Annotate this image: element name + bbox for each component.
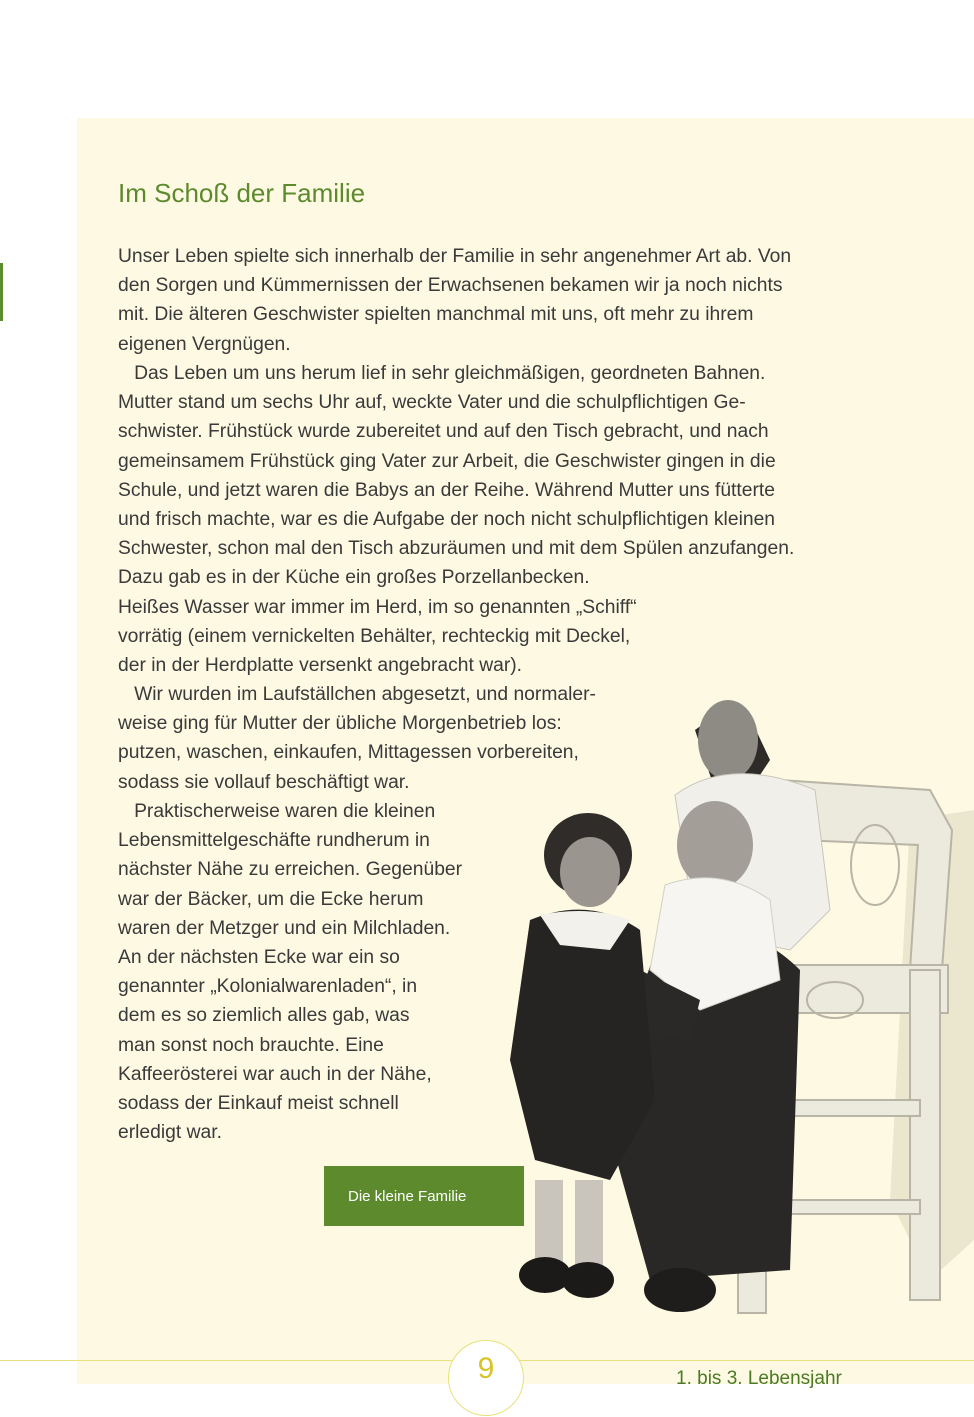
text-line: putzen, waschen, einkaufen, Mittagessen vorbereiten, — [118, 742, 579, 764]
margin-marker — [0, 263, 3, 321]
text-line: Dazu gab es in der Küche ein großes Porzellanbecken. — [118, 567, 590, 589]
text-line: schwister. Frühstück wurde zubereitet und auf den Tisch gebracht, und nach — [118, 421, 769, 443]
text-line: dem es so ziemlich alles gab, was — [118, 1005, 410, 1027]
paragraph-1 — [118, 242, 791, 359]
text-line: Wir wurden im Laufställchen abgesetzt, und normaler- — [118, 684, 596, 705]
paragraph-2 — [118, 359, 794, 680]
text-line: Unser Leben spielte sich innerhalb der Familie in sehr angenehmer Art ab. Von — [118, 246, 792, 267]
text-line: genannter „Kolonialwarenladen“, in — [118, 976, 418, 998]
paragraph-4 — [118, 797, 462, 1147]
photo-caption: Die kleine Familie — [324, 1166, 524, 1226]
text-line: man sonst noch brauchte. Eine — [118, 1034, 384, 1056]
text-line: den Sorgen und Kümmernissen der Erwachsenen bekamen wir ja noch nichts — [118, 275, 783, 297]
boy-figure — [510, 813, 655, 1298]
text-line: Heißes Wasser war immer im Herd, im so genannten „Schiff“ — [118, 596, 637, 618]
text-line: Praktischerweise waren die kleinen — [118, 801, 436, 822]
text-line: waren der Metzger und ein Milchladen. — [118, 917, 451, 939]
text-line: Das Leben um uns herum lief in sehr gleichmäßigen, geordneten Bahnen. — [118, 363, 766, 384]
text-line: der in der Herdplatte versenkt angebracht war). — [118, 655, 523, 677]
text-line: eigenen Vergnügen. — [118, 333, 291, 355]
text-line: weise ging für Mutter der übliche Morgenbetrieb los: — [118, 713, 562, 735]
chapter-label: 1. bis 3. Lebensjahr — [676, 1368, 842, 1389]
text-line: mit. Die älteren Geschwister spielten manchmal mit uns, oft mehr zu ihrem — [118, 304, 754, 326]
page-heading: Im Schoß der Familie — [118, 178, 366, 208]
text-line: Kaffeerösterei war auch in der Nähe, — [118, 1063, 432, 1085]
text-line: Schwester, schon mal den Tisch abzuräumen und mit dem Spülen anzufangen. — [118, 538, 795, 560]
text-line: und frisch machte, war es die Aufgabe der noch nicht schulpflichtigen kleinen — [118, 509, 776, 531]
text-line: erledigt war. — [118, 1122, 222, 1144]
text-line: sodass sie vollauf beschäftigt war. — [118, 771, 410, 793]
text-line: vorrätig (einem vernickelten Behälter, rechteckig mit Deckel, — [118, 625, 631, 647]
text-line: sodass der Einkauf meist schnell — [118, 1093, 399, 1115]
page-number: 9 — [477, 1352, 495, 1385]
text-line: Lebensmittelgeschäfte rundherum in — [118, 830, 430, 852]
text-line: An der nächsten Ecke war ein so — [118, 947, 400, 969]
text-line: war der Bäcker, um die Ecke herum — [118, 888, 424, 910]
text-line: Mutter stand um sechs Uhr auf, weckte Vater und die schulpflichtigen Ge- — [118, 392, 746, 414]
text-line: gemeinsamem Frühstück ging Vater zur Arbeit, die Geschwister gingen in die — [118, 450, 776, 472]
family-photo — [490, 640, 974, 1340]
text-line: nächster Nähe zu erreichen. Gegenüber — [118, 859, 463, 881]
text-line: Schule, und jetzt waren die Babys an der Reihe. Während Mutter uns fütterte — [118, 479, 775, 501]
